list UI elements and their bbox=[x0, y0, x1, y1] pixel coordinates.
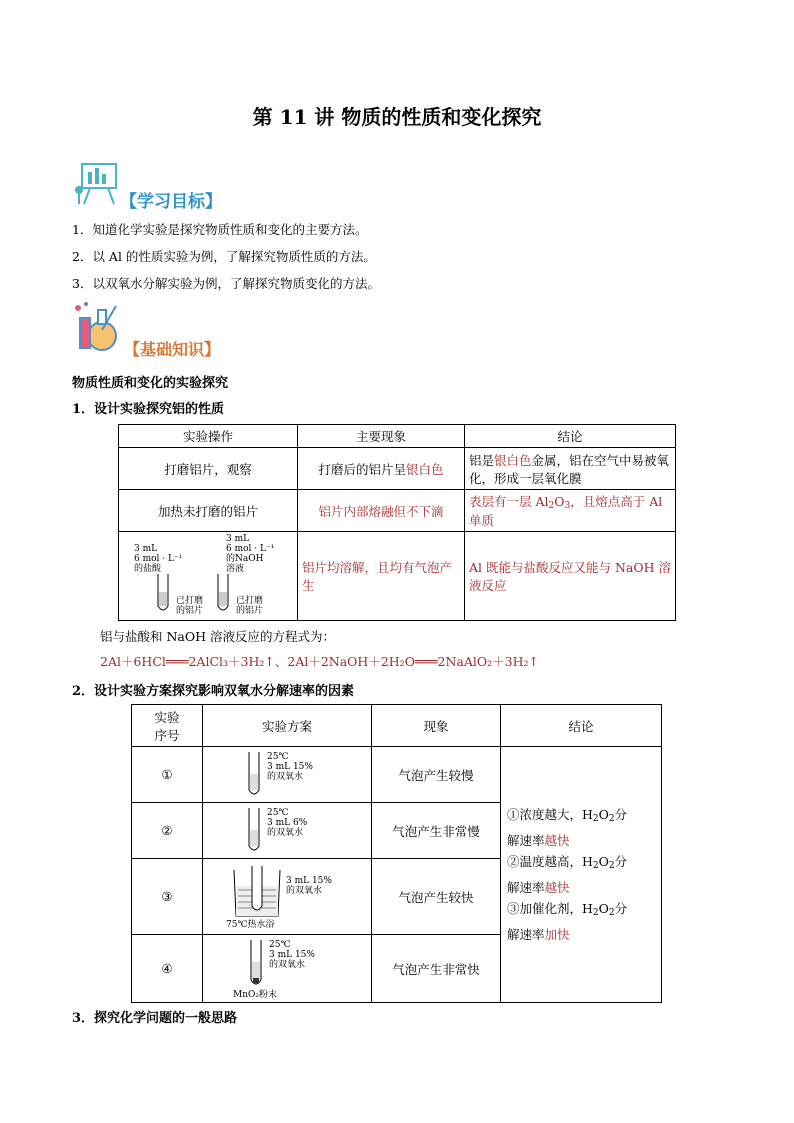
test-tube-icon bbox=[216, 574, 230, 614]
experiment-diagram: 3 mL 6 mol · L⁻¹ 的盐酸 已打磨 的铝片 3 mL 6 mol · L⁻¹ 的NaOH 溶液 已打磨 的铝片 bbox=[119, 532, 298, 621]
table-cell: ④ bbox=[132, 935, 203, 1003]
table-cell: 气泡产生非常慢 bbox=[372, 803, 501, 859]
section-heading: 物质性质和变化的实验探究 bbox=[72, 376, 229, 391]
page-title: 第 11 讲 物质的性质和变化探究 bbox=[252, 105, 542, 129]
table-header: 实验操作 bbox=[119, 425, 298, 448]
goal-item: 2．以 Al 的性质实验为例，了解探究物质性质的方法。 bbox=[72, 249, 376, 264]
table-cell: Al 既能与盐酸反应又能与 NaOH 溶液反应 bbox=[465, 532, 676, 621]
table-cell: 打磨后的铝片呈银白色 bbox=[298, 448, 465, 490]
table-cell: 打磨铝片，观察 bbox=[119, 448, 298, 490]
table-cell: 气泡产生较慢 bbox=[372, 747, 501, 803]
table-cell: 铝是银白色金属，铝在空气中易被氧化，形成一层氧化膜 bbox=[465, 448, 676, 490]
subheading-2: 2．设计实验方案探究影响双氧水分解速率的因素 bbox=[72, 684, 355, 699]
table-cell: ① bbox=[132, 747, 203, 803]
test-tube-icon bbox=[247, 752, 261, 798]
table-cell: 加热未打磨的铝片 bbox=[119, 490, 298, 532]
flask-icon bbox=[72, 300, 128, 352]
beaker-icon bbox=[232, 866, 282, 918]
table-header: 现象 bbox=[372, 705, 501, 747]
table-header: 实验方案 bbox=[203, 705, 372, 747]
experiment-diagram: 25℃ 3 mL 15% 的双氧水 MnO₂粉末 bbox=[203, 935, 372, 1003]
experiment-diagram: 25℃ 3 mL 15% 的双氧水 bbox=[203, 747, 372, 803]
subheading-1: 1．设计实验探究铝的性质 bbox=[72, 402, 225, 417]
table-cell: 气泡产生较快 bbox=[372, 859, 501, 935]
goal-item: 3．以双氧水分解实验为例，了解探究物质变化的方法。 bbox=[72, 276, 380, 291]
section-label-goals: 【学习目标】 bbox=[120, 192, 222, 212]
conclusion-cell: ①浓度越大，$H_2O_2$分 解速率越快 ②温度越高，$H_2O_2$分 解速率越快 ③加催化剂，$H_2O_2$分 解速率加快 bbox=[501, 747, 662, 1003]
subheading-3: 3．探究化学问题的一般思路 bbox=[72, 1011, 238, 1026]
table-cell: 铝片内部熔融但不下滴 bbox=[298, 490, 465, 532]
table-cell: ② bbox=[132, 803, 203, 859]
table-header: 主要现象 bbox=[298, 425, 465, 448]
test-tube-icon bbox=[156, 574, 170, 614]
tube-label: 3 mL 6 mol · L⁻¹ 的NaOH 溶液 bbox=[226, 534, 275, 574]
chemical-equation: 2Al＋6HCl═══2AlCl₃＋3H₂↑、2Al＋2NaOH＋2H₂O═══2NaAlO₂＋3H₂↑ bbox=[100, 654, 539, 669]
table-header: 实验 序号 bbox=[132, 705, 203, 747]
experiment-diagram: 25℃ 3 mL 6% 的双氧水 bbox=[203, 803, 372, 859]
table-cell: 气泡产生非常快 bbox=[372, 935, 501, 1003]
peroxide-table bbox=[131, 704, 662, 1003]
aluminum-table bbox=[118, 424, 676, 621]
goal-item: 1．知道化学实验是探究物质性质和变化的主要方法。 bbox=[72, 222, 368, 237]
equation-intro: 铝与盐酸和 NaOH 溶液反应的方程式为： bbox=[100, 629, 335, 644]
section-label-basics: 【基础知识】 bbox=[124, 340, 221, 359]
table-cell: 表层有一层 $Al_2O_3$，且熔点高于 Al 单质 bbox=[465, 490, 676, 532]
experiment-diagram: 3 mL 15% 的双氧水 75℃热水浴 bbox=[203, 859, 372, 935]
easel-icon bbox=[72, 160, 124, 206]
table-cell: ③ bbox=[132, 859, 203, 935]
tube-label: 3 mL 6 mol · L⁻¹ 的盐酸 bbox=[134, 544, 183, 574]
test-tube-icon bbox=[249, 940, 263, 988]
table-cell: 铝片均溶解，且均有气泡产生 bbox=[298, 532, 465, 621]
test-tube-icon bbox=[247, 808, 261, 854]
table-header: 结论 bbox=[501, 705, 662, 747]
table-header: 结论 bbox=[465, 425, 676, 448]
